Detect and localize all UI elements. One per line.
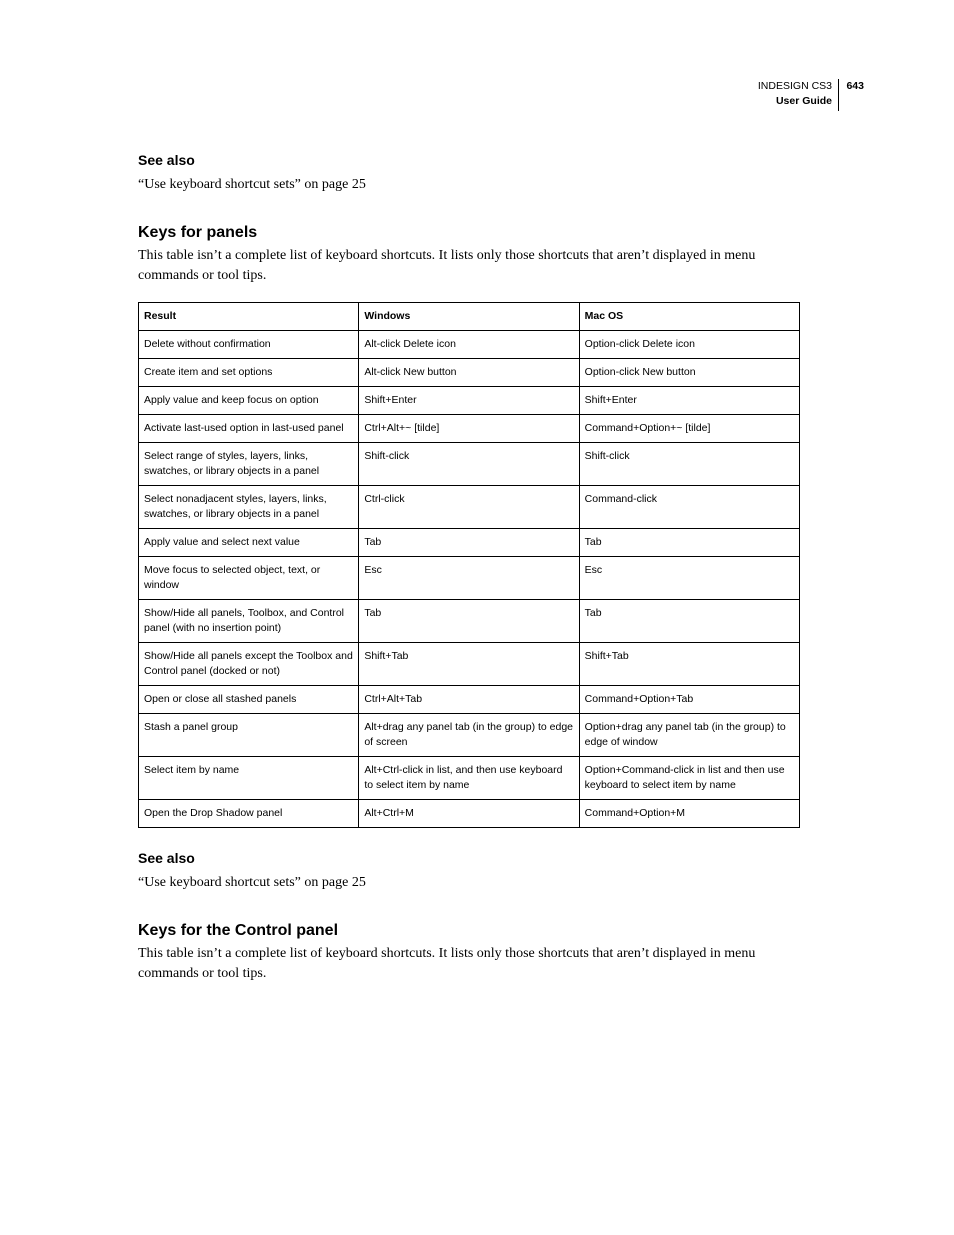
cell-result: Open the Drop Shadow panel [139, 800, 359, 828]
cell-windows: Alt+drag any panel tab (in the group) to edge of screen [359, 714, 579, 757]
table-row [139, 557, 800, 600]
table-row [139, 359, 800, 387]
cell-windows: Alt+Ctrl+M [359, 800, 579, 828]
cell-macos: Shift+Enter [579, 387, 799, 415]
cell-windows: Esc [359, 557, 579, 600]
cell-windows: Shift-click [359, 443, 579, 486]
see-also-link[interactable]: “Use keyboard shortcut sets” on page 25 [138, 177, 366, 192]
table-header-row [139, 303, 800, 331]
cell-macos: Option-click New button [579, 359, 799, 387]
cell-macos: Shift-click [579, 443, 799, 486]
table-row [139, 387, 800, 415]
table-row [139, 714, 800, 757]
page-content [138, 150, 800, 984]
column-header-result: Result [139, 303, 359, 331]
cell-macos: Command+Option+~ [tilde] [579, 415, 799, 443]
table-row [139, 600, 800, 643]
table-row [139, 757, 800, 800]
cell-macos: Esc [579, 557, 799, 600]
column-header-macos: Mac OS [579, 303, 799, 331]
cell-result: Select item by name [139, 757, 359, 800]
table-row [139, 331, 800, 359]
cell-macos: Tab [579, 529, 799, 557]
cell-macos: Option-click Delete icon [579, 331, 799, 359]
header-divider [838, 79, 839, 111]
header-guide: User Guide [775, 95, 832, 107]
cell-result: Delete without confirmation [139, 331, 359, 359]
section-title-panels: Keys for panels [138, 224, 258, 241]
cell-macos: Tab [579, 600, 799, 643]
cell-result: Apply value and select next value [139, 529, 359, 557]
table-row [139, 486, 800, 529]
cell-windows: Tab [359, 600, 579, 643]
cell-result: Activate last-used option in last-used panel [139, 415, 359, 443]
cell-windows: Shift+Tab [359, 643, 579, 686]
cell-windows: Ctrl-click [359, 486, 579, 529]
cell-windows: Tab [359, 529, 579, 557]
column-header-windows: Windows [359, 303, 579, 331]
table-row [139, 800, 800, 828]
header-titles [758, 79, 832, 109]
cell-result: Move focus to selected object, text, or window [139, 557, 359, 600]
section-intro-control-panel: This table isn’t a complete list of keyboard shortcuts. It lists only those shortcuts that aren’t displayed in menu commands or tool tips. [138, 946, 756, 981]
cell-result: Show/Hide all panels, Toolbox, and Control panel (with no insertion point) [139, 600, 359, 643]
cell-result: Apply value and keep focus on option [139, 387, 359, 415]
table-row [139, 529, 800, 557]
cell-macos: Option+drag any panel tab (in the group) to edge of window [579, 714, 799, 757]
page-number: 643 [846, 80, 864, 92]
table-row [139, 443, 800, 486]
cell-windows: Alt-click Delete icon [359, 331, 579, 359]
cell-windows: Alt-click New button [359, 359, 579, 387]
cell-macos: Command+Option+Tab [579, 686, 799, 714]
shortcut-table [138, 302, 800, 828]
section-intro-panels: This table isn’t a complete list of keyboard shortcuts. It lists only those shortcuts that aren’t displayed in menu commands or tool tips. [138, 248, 756, 283]
cell-macos: Command+Option+M [579, 800, 799, 828]
header-product: INDESIGN CS3 [757, 80, 832, 92]
cell-result: Select range of styles, layers, links, swatches, or library objects in a panel [139, 443, 359, 486]
cell-result: Select nonadjacent styles, layers, links, swatches, or library objects in a panel [139, 486, 359, 529]
cell-macos: Option+Command-click in list and then use keyboard to select item by name [579, 757, 799, 800]
table-row [139, 415, 800, 443]
cell-windows: Ctrl+Alt+~ [tilde] [359, 415, 579, 443]
cell-macos: Command-click [579, 486, 799, 529]
cell-windows: Alt+Ctrl-click in list, and then use keyboard to select item by name [359, 757, 579, 800]
see-also-heading: See also [138, 152, 195, 168]
section-title-control-panel: Keys for the Control panel [138, 922, 339, 939]
cell-windows: Ctrl+Alt+Tab [359, 686, 579, 714]
cell-result: Stash a panel group [139, 714, 359, 757]
see-also-heading: See also [138, 850, 195, 866]
cell-macos: Shift+Tab [579, 643, 799, 686]
cell-windows: Shift+Enter [359, 387, 579, 415]
see-also-link[interactable]: “Use keyboard shortcut sets” on page 25 [138, 875, 366, 890]
cell-result: Create item and set options [139, 359, 359, 387]
table-row [139, 643, 800, 686]
cell-result: Open or close all stashed panels [139, 686, 359, 714]
table-row [139, 686, 800, 714]
cell-result: Show/Hide all panels except the Toolbox and Control panel (docked or not) [139, 643, 359, 686]
